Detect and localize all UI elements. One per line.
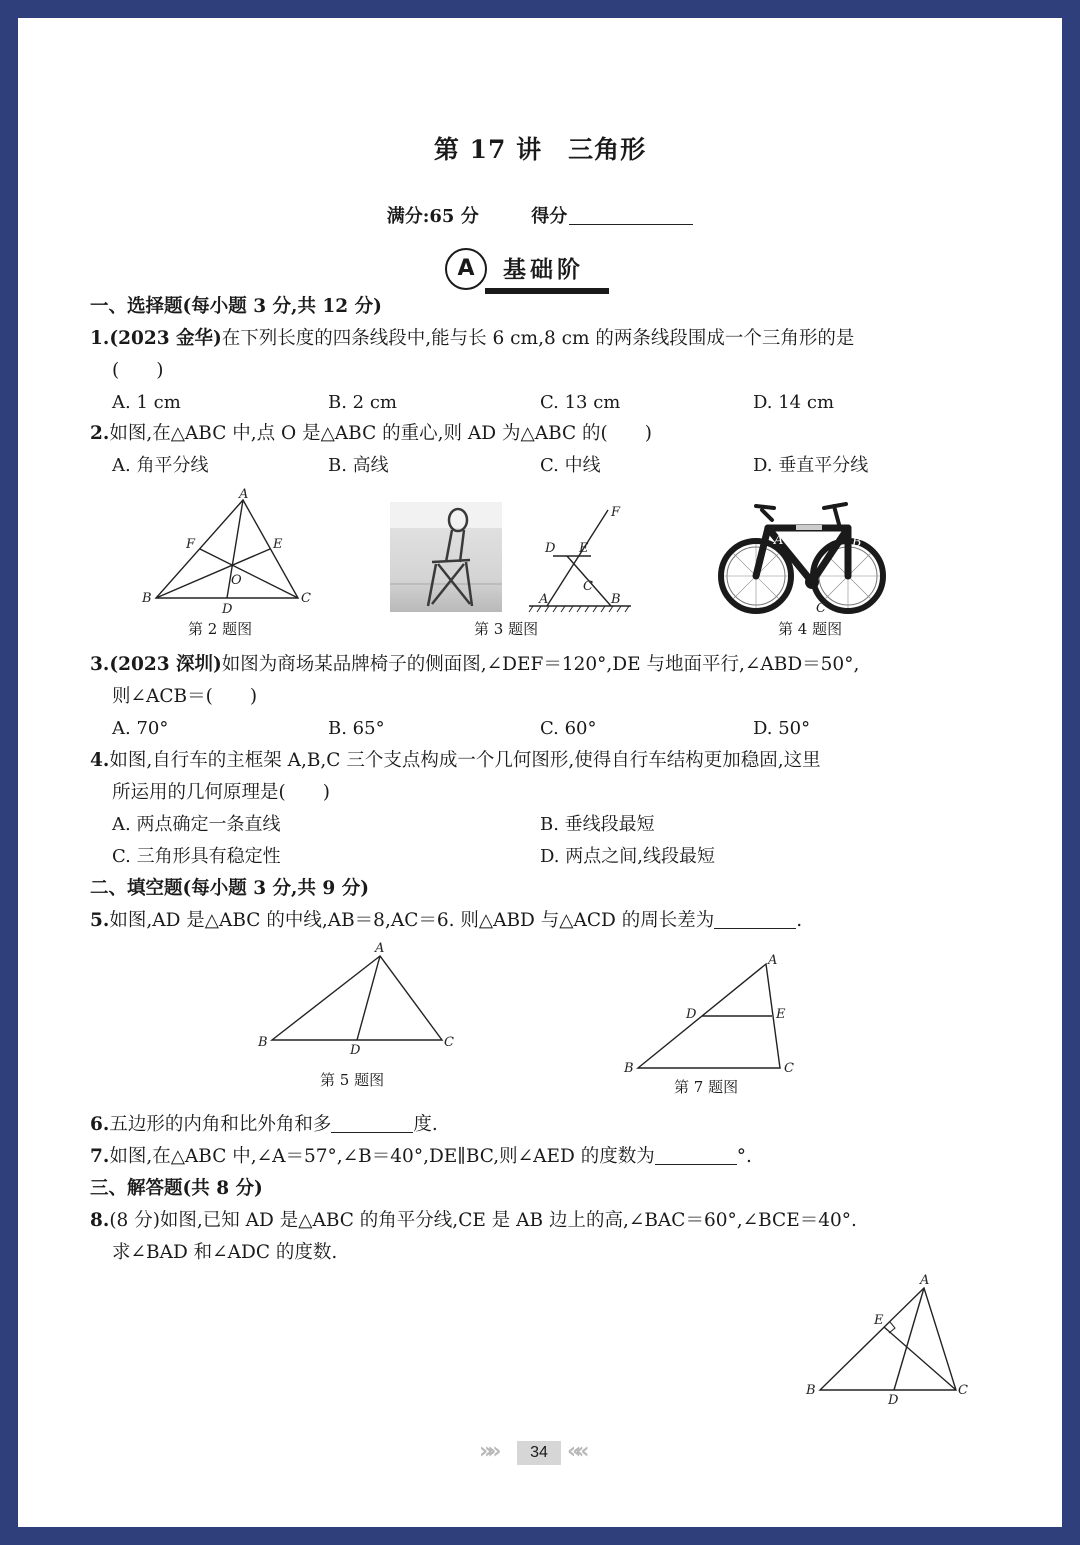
level-badge <box>443 248 633 308</box>
got-score-label: 得分 <box>531 206 568 227</box>
label-a: A <box>375 941 385 956</box>
label-b: B <box>258 1035 268 1050</box>
label-d: D <box>350 1043 361 1058</box>
question-7 <box>90 1145 752 1169</box>
question-end: 度. <box>413 1114 438 1135</box>
option-c: C. 60° <box>540 718 597 739</box>
question-number: 5. <box>90 910 110 931</box>
label-e: E <box>776 1007 786 1022</box>
page-number-text: 34 <box>517 1441 561 1465</box>
option-b: B. 垂线段最短 <box>540 814 655 835</box>
label-c: C <box>784 1061 794 1074</box>
figure-2-triangle <box>138 488 328 618</box>
label-b: B <box>611 592 621 607</box>
question-text: 如图为商场某品牌椅子的侧面图,∠DEF＝120°,DE 与地面平行,∠ABD＝50°, <box>221 654 860 675</box>
option-a: A. 70° <box>112 718 169 739</box>
question-source: (2023 深圳) <box>109 654 222 675</box>
score-blank <box>569 206 693 225</box>
answer-paren: ( ) <box>112 360 164 381</box>
question-number: 6. <box>90 1114 110 1135</box>
label-a: A <box>774 533 784 548</box>
label-a: A <box>920 1273 930 1288</box>
figure-caption: 第 5 题图 <box>320 1071 385 1089</box>
label-a: A <box>768 953 778 968</box>
question-number: 1. <box>90 328 110 349</box>
option-c: C. 三角形具有稳定性 <box>112 846 281 867</box>
figure-7-triangle <box>614 948 814 1074</box>
bicycle-image <box>716 496 888 616</box>
label-d: D <box>222 602 233 617</box>
label-c: C <box>444 1035 454 1050</box>
option-d: D. 垂直平分线 <box>753 455 869 476</box>
figure-caption: 第 2 题图 <box>188 620 253 638</box>
question-5 <box>90 909 802 933</box>
figure-caption: 第 7 题图 <box>674 1078 739 1096</box>
label-f: F <box>186 537 196 552</box>
answer-blank <box>655 1146 737 1165</box>
option-a: A. 1 cm <box>112 392 181 413</box>
figure-caption: 第 4 题图 <box>778 620 843 638</box>
question-1 <box>90 327 854 351</box>
option-d: D. 14 cm <box>753 392 835 413</box>
option-b: B. 65° <box>328 718 385 739</box>
label-c: C <box>301 591 311 606</box>
figure-3-diagram <box>523 502 641 614</box>
label-b: B <box>852 535 862 550</box>
question-text: 五边形的内角和比外角和多 <box>109 1114 332 1135</box>
figure-8-triangle <box>802 1268 978 1408</box>
question-2 <box>90 422 652 446</box>
question-3 <box>90 653 859 677</box>
question-6 <box>90 1113 438 1137</box>
question-number: 7. <box>90 1146 110 1167</box>
section-heading: 二、填空题(每小题 3 分,共 9 分) <box>90 878 369 899</box>
option-c: C. 13 cm <box>540 392 621 413</box>
page-number <box>475 1435 605 1471</box>
option-a: A. 两点确定一条直线 <box>112 814 281 835</box>
section-heading: 三、解答题(共 8 分) <box>90 1178 263 1199</box>
label-b: B <box>142 591 152 606</box>
question-end: °. <box>736 1146 752 1167</box>
question-text-continued: 则∠ACB＝( ) <box>112 686 258 707</box>
answer-blank <box>331 1114 413 1133</box>
label-o: O <box>231 573 242 588</box>
question-text: 在下列长度的四条线段中,能与长 6 cm,8 cm 的两条线段围成一个三角形的是 <box>221 328 855 349</box>
level-letter: A <box>445 248 487 290</box>
question-number: 4. <box>90 750 110 771</box>
score-line <box>18 202 1062 228</box>
question-4 <box>90 749 821 773</box>
label-a: A <box>539 592 549 607</box>
chevron-left-icon: «« <box>567 1439 584 1464</box>
page-title: 第 17 讲 三角形 <box>433 135 647 164</box>
question-text: 如图,在△ABC 中,点 O 是△ABC 的重心,则 AD 为△ABC 的( ) <box>109 423 652 444</box>
level-label: 基础阶 <box>503 256 584 283</box>
chevron-right-icon: »» <box>479 1439 496 1464</box>
label-c: C <box>816 601 826 616</box>
option-d: D. 50° <box>753 718 811 739</box>
answer-blank <box>714 910 796 929</box>
label-e: E <box>874 1313 884 1328</box>
label-d: D <box>888 1393 899 1408</box>
question-text: 如图,AD 是△ABC 的中线,AB＝8,AC＝6. 则△ABD 与△ACD 的周长差为 <box>109 910 715 931</box>
label-a: A <box>239 488 249 502</box>
label-e: E <box>579 541 589 556</box>
label-d: D <box>545 541 556 556</box>
question-number: 8. <box>90 1210 110 1231</box>
label-b: B <box>624 1061 634 1074</box>
chair-photo <box>390 502 502 612</box>
full-score: 满分:65 分 <box>386 206 479 227</box>
option-d: D. 两点之间,线段最短 <box>540 846 715 867</box>
question-text: 如图,自行车的主框架 A,B,C 三个支点构成一个几何图形,使得自行车结构更加稳固,这里 <box>109 750 821 771</box>
label-e: E <box>273 537 283 552</box>
question-text-continued: 求∠BAD 和∠ADC 的度数. <box>112 1242 338 1263</box>
option-b: B. 2 cm <box>328 392 397 413</box>
figure-5-triangle <box>250 938 470 1060</box>
label-d: D <box>686 1007 697 1022</box>
option-b: B. 高线 <box>328 455 389 476</box>
question-end: . <box>796 910 803 931</box>
question-source: (2023 金华) <box>109 328 222 349</box>
question-text: 如图,在△ABC 中,∠A＝57°,∠B＝40°,DE∥BC,则∠AED 的度数为 <box>109 1146 655 1167</box>
label-b: B <box>806 1383 816 1398</box>
question-8 <box>90 1209 857 1233</box>
badge-underline <box>485 288 609 294</box>
option-a: A. 角平分线 <box>112 455 209 476</box>
question-text: (8 分)如图,已知 AD 是△ABC 的角平分线,CE 是 AB 边上的高,∠BAC＝60°,∠BCE＝40°. <box>109 1210 857 1231</box>
label-c: C <box>583 579 593 594</box>
question-number: 2. <box>90 423 110 444</box>
question-text-continued: 所运用的几何原理是( ) <box>112 782 330 803</box>
figure-caption: 第 3 题图 <box>474 620 539 638</box>
page <box>18 18 1062 1527</box>
section-heading: 一、选择题(每小题 3 分,共 12 分) <box>90 296 382 317</box>
question-number: 3. <box>90 654 110 675</box>
option-c: C. 中线 <box>540 455 601 476</box>
label-c: C <box>958 1383 968 1398</box>
label-f: F <box>611 505 621 520</box>
